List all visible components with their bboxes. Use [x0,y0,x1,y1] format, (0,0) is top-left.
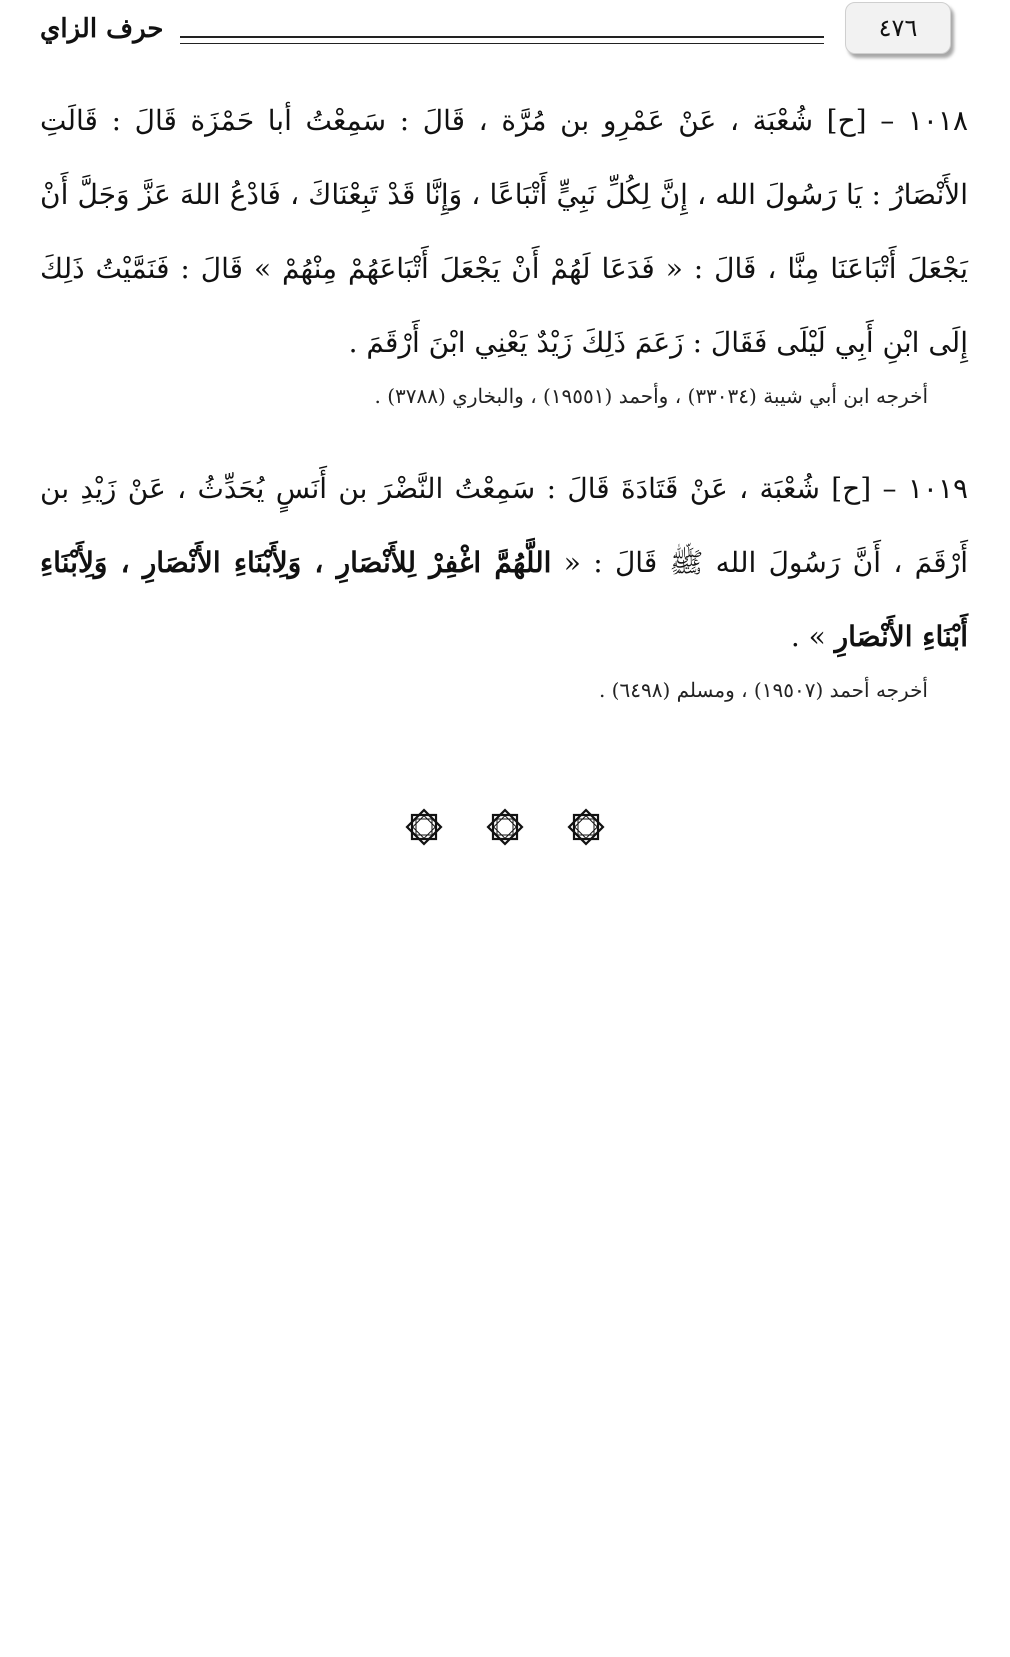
block-gap [40,412,968,452]
eight-point-star-ornament-icon [565,806,607,848]
header-rule [180,36,824,44]
hadith-entry [40,84,968,380]
hadith-number: ١٠١٩ [907,472,969,505]
page-number: ٤٧٦ [845,2,951,54]
takhrij-note: أخرجه ابن أبي شيبة (٣٣٠٣٤) ، وأحمد (١٩٥٥١) ، والبخاري (٣٧٨٨) . [374,384,928,408]
prophetic-quote: اللَّهُمَّ اغْفِرْ لِلأَنْصَارِ ، وَلِأَبْنَاءِ الأَنْصَارِ ، وَلِأَبْنَاءِ أَبْنَاءِ الأَنْصَارِ [40,546,968,653]
section-end-ornaments [0,806,1010,848]
chapter-title: حرف الزاي [40,14,164,44]
hadith-text: – [ح] شُعْبَة ، عَنْ عَمْرِو بن مُرَّة ، قَالَ : سَمِعْتُ أبا حَمْزَة قَالَ : قَالَتِ الأَنْصَارُ : يَا رَسُولَ الله ، إِنَّ لِكُلِّ نَبِيٍّ أَتْبَاعًا ، وَإِنَّا قَدْ تَبِعْنَاكَ ، فَادْعُ اللهَ عَزَّ وَجَلَّ أَنْ يَجْعَلَ أَتْبَاعَنَا مِنَّا ، قَالَ : « فَدَعَا لَهُمْ أَنْ يَجْعَلَ أَتْبَاعَهُمْ مِنْهُمْ » قَالَ : فَنَمَّيْتُ ذَلِكَ إِلَى ابْنِ أَبِي لَيْلَى فَقَالَ : زَعَمَ ذَلِكَ زَيْدٌ يَعْنِي ابْنَ أَرْقَمَ . [40,104,968,359]
takhrij-note: أخرجه أحمد (١٩٥٠٧) ، ومسلم (٦٤٩٨) . [598,678,928,702]
hadith-text-end: » . [790,620,826,653]
hadith-number: ١٠١٨ [907,104,968,137]
hadith-text: – [ح] شُعْبَة ، عَنْ قَتَادَةَ قَالَ : سَمِعْتُ النَّضْرَ بن أَنَسٍ يُحَدِّثُ ، عَنْ زَيْدِ بن أَرْقَمَ ، أَنَّ رَسُولَ الله ﷺ قَالَ : « [40,472,968,579]
page-header [30,0,970,70]
hadith-entry [40,452,968,674]
page-content [40,84,968,706]
eight-point-star-ornament-icon [484,806,526,848]
eight-point-star-ornament-icon [403,806,445,848]
